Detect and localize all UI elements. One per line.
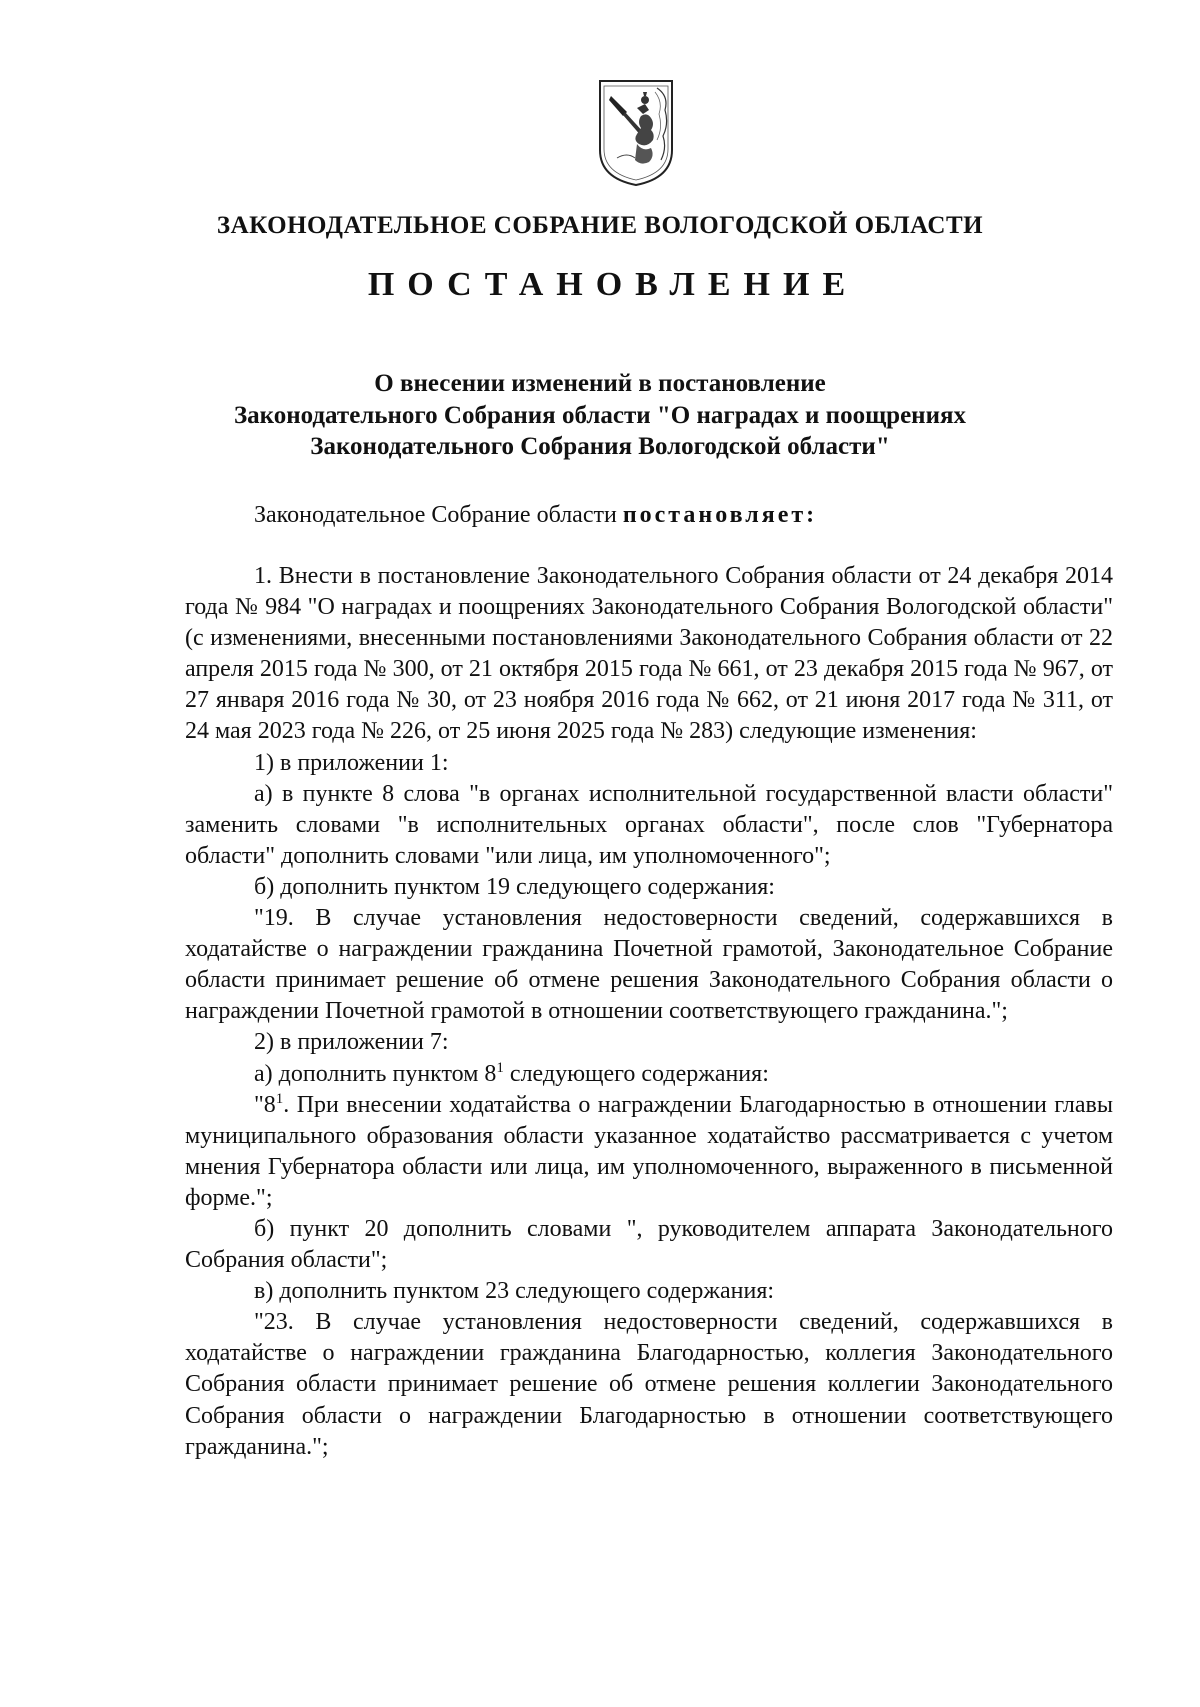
title-line: Законодательного Собрания Вологодской области" — [310, 433, 890, 460]
paragraph-quote — [185, 1090, 1113, 1214]
preamble-resolves: постановляет: — [622, 502, 818, 528]
text-fragment: а) дополнить пунктом 8 — [254, 1060, 497, 1087]
paragraph-subitem: а) в пункте 8 слова "в органах исполнительной государственной власти области" заменить словами "в исполнительных органах области", после слов "Губернатора области" дополнить словами "или лица, им уполномоченного"; — [185, 780, 1113, 869]
preamble-lead: Законодательное Собрание области — [254, 502, 623, 528]
paragraph-subitem: 1) в приложении 1: — [254, 749, 449, 776]
document-body — [185, 561, 1113, 1463]
title-line: О внесении изменений в постановление — [374, 370, 826, 397]
document-type-heading: ПОСТАНОВЛЕНИЕ — [367, 266, 859, 303]
paragraph-subitem: б) пункт 20 дополнить словами ", руководителем аппарата Законодательного Собрания области"; — [185, 1215, 1113, 1274]
paragraph-item-1: 1. Внести в постановление Законодательного Собрания области от 24 декабря 2014 года № 984 "О наградах и поощрениях Законодательного Собрания Вологодской области" (с изменениями, внесенными постановлениями Законодательного Собрания области от 22 апреля 2015 года № 300, от 21 октября 2015 года № 661, от 23 декабря 2015 года № 967, от 27 января 2016 года № 30, от 23 ноября 2016 года № 662, от 21 июня 2017 года № 311, от 24 мая 2023 года № 226, от 25 июня 2025 года № 283) следующие изменения: — [185, 563, 1113, 745]
title-line: Законодательного Собрания области "О наградах и поощрениях — [233, 401, 967, 429]
paragraph-subitem — [185, 1059, 1113, 1090]
paragraph-subitem: 2) в приложении 7: — [254, 1029, 449, 1056]
organization-name: ЗАКОНОДАТЕЛЬНОЕ СОБРАНИЕ ВОЛОГОДСКОЙ ОБЛАСТИ — [216, 212, 984, 239]
paragraph-quote: "19. В случае установления недостоверности сведений, содержавшихся в ходатайстве о награждении гражданина Почетной грамотой, Законодательное Собрание области принимает решение об отмене решения Законодательного Собрания области о награждении Почетной грамотой в отношении соответствующего гражданина."; — [185, 905, 1113, 1025]
text-fragment: "8 — [254, 1091, 276, 1118]
coat-of-arms-emblem — [597, 78, 675, 188]
superscript: 1 — [496, 1059, 504, 1076]
text-fragment: . При внесении ходатайства о награждении Благодарностью в отношении главы муниципального образования области указанное ходатайство рассматривается с учетом мнения Губернатора области или лица, им уполномоченного, выраженного в письменной форме."; — [185, 1091, 1113, 1211]
preamble — [254, 500, 817, 530]
text-fragment: следующего содержания: — [503, 1060, 769, 1087]
paragraph-quote: "23. В случае установления недостоверности сведений, содержавшихся в ходатайстве о награждении гражданина Благодарностью, коллегия Законодательного Собрания области принимает решение об отмене решения коллегии Законодательного Собрания области о награждении Благодарностью в отношении соответствующего гражданина."; — [185, 1309, 1113, 1460]
document-title — [190, 368, 1010, 463]
superscript: 1 — [275, 1090, 284, 1107]
paragraph-subitem: в) дополнить пунктом 23 следующего содержания: — [254, 1278, 775, 1305]
paragraph-subitem: б) дополнить пунктом 19 следующего содержания: — [254, 873, 775, 900]
